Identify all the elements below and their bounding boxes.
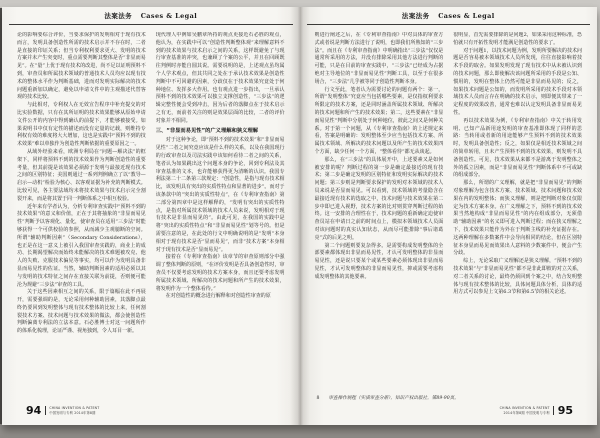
journal-name-en: CHINA INVENTION & PATENT [499,406,550,411]
left-page-header [2,12,300,21]
paragraph: 那么，在“三步法”的具体展开中，上述要素又是如何被安排的呢？判断过程的第一步是确定最接近的现有技术；第二步是确定发明的区别特征和发明实际解决的技术问题；第三步则是判断要求保护的发明对本领域的技术人员来说是否显而易见。可以看到，技术领域的考量隐含在最接近现有技术的选取之中，技术问题与技术效果在第二步中即已进入视野，技术方案的比对则贯穿判断过程的始终。这一安排的合理性在于，技术问题的重新确定迫使审查员站在申请日之前的时间点上，模拟本领域技术人员面对该问题时的真实认知状态，从而尽可能排除“事后诸葛亮”式的后见之明。 [314,156,444,241]
paragraph: 综上，无论采取广义理解还是狭义理解，“预料不到的技术效果”与“非显而易见性”都不是非此即彼的对立关系，对二者关系的讨论，最终仍须回到个案之中，结合发明整体与现有技术整体的比较，具体问题具体分析，具体的适用方式可以参见上文第6.3节和第6.5节的相关论述。 [453,258,582,296]
left-page-columns [17,32,285,395]
header-rule [9,24,293,25]
section-label-cn: 法案法务 [401,12,430,20]
section-label-en: Cases & Legal [438,12,495,20]
left-page [2,7,300,425]
paragraph: 对于这种争论，即“预料不到的技术效果”和“非显而易见性”二者之间究竟应该是什么样的关系，以及在我国现行的行政审查以及司法实践中该如何看待二者之间的关系，笔者认为如果跳出这个问题本身的争论，回到专利法及其审查基准的文本，也许能够获得更为清晰的认识。我国专利法第二十二条第三款规定：“创造性，是指与现有技术相比，该发明具有突出的实质性特点和显著的进步”。而对于该条款中的“突出的实质性特点”，在《专利审查指南》第二部分第四章中是这样解释的，“发明有突出的实质性特点，是指对所属技术领域的技术人员来说，发明相对于现有技术是非显而易见的”。由此可见，在我国的实践中是将“突出的实质性特点”和“非显而易见性”划等号的。但是需要注意的是，在此处的行文中明确说明的是“发明”本身相对于现有技术是否“显而易见”，而非“技术方案”本身相对于现有技术是否“显而易见”。 [155,137,285,253]
footnote-marker: 8 [316,396,320,401]
page-number: 94 [26,404,42,417]
section-label-cn: 法案法务 [104,12,133,20]
journal-issue: 2014年第8期 [503,410,525,415]
journal-issue: 2014年第8期 [74,410,96,415]
paragraph: 很明显，首先需要排除的是问题2，如果采用这种标准，恐怕就只有开拓性发明才能满足创造性的要求了。 [453,32,582,46]
right-page-column-2 [453,32,582,395]
section-heading: 三、“非显而易见性”的广义理解和狭义理解 [155,128,259,135]
left-page-footer [26,405,99,416]
page-number: 95 [557,404,573,417]
journal-name-cn: 中国发明与专利 [49,410,74,415]
paragraph: 在对创造性的概念进行解释和对创造性审查的原 [165,293,271,300]
paragraph: 第二个问题则要复杂得多。是需要构成发明整体的全部要素都体现出非显而易见性，才认可发明整体的非显而易见性，还是说只要某个或某些要素必须体现出非显而易见性，才认可发明整体的非显而易见性，抑或需要考虑构成发明整体的其他要素。 [314,242,444,280]
footer-divider [45,406,46,415]
paragraph: 则进行阐述之后，在《专利审查指南》中对具体的审查方式或者说是判断方法进行了说明，也即我们所熟知的“三步法”。而且在《专利审查指南》中明确指出“三步法”仅仅是通常所采用的方法，并没有排除采用其他方法进行判断的可能，只是在目前的审查实践中，“三步法”已经成为占据绝对主导地位的“非显而易见性”判断工具，以至于在很多场合，“三步法”几乎被等同于创造性判断本身。 [314,32,444,85]
paragraph: 对于问题1，以技术问题为例，发明所要解决的技术问题是否容易被本领域技术人员所发现，往往直接影响着技术手段的取舍。如果发明发现了现有技术中从未被认识到的技术问题，那么即使解决该问题所采用的手段是公知、惯用的，发明在整体上仍然可能是非显而易见的；反之，如果技术问题是公知的，而发明所采用的技术手段对本领域技术人员而言存在明确的技术启示，则即便其带来了一定程度的效果改善，通常也难以认定发明具备非显而易见性。 [453,47,582,116]
right-page-column-1 [315,32,444,395]
right-page-footer [500,405,573,416]
journal-imprint [49,406,99,414]
left-page-column-2 [156,32,285,395]
paragraph: 论的影响要综合评价，当要求保护的发明相对于现有技术而言，发明具备创造性所需的技术启示并不存在时，二者是直接的印证关系；但当专利权利要求更大、发明的技术方案并未产生突变时，重点需要判断其整体是否“非显而易见”。在“量”上优于现有技术的改进，尚不足以证明预料不到，审查员和所属技术领域的普通技术人员均应以现有技术的整体水平作为判断基础，进而对发明实际解决的技术问题重新加以确定，避免以申请文件中的主观描述代替客观的技术比较。 [17,32,146,101]
paragraph: 从域外经验来看，欧洲专利局在“问题—解决法”的框架下，同样将预料不到的技术效果作为判断创造性的重要考量，但其前提是该效果必须源于发明与最接近现有技术之间的区别特征；美国则通过一系列判例确立了以“教导—启示—动机”检验为核心、以客观证据为补充的判断模式。比较可见，各主要法域均未将技术效果与技术启示完全割裂开来，而是将其置于同一判断体系之中相互校验。 [17,148,146,202]
paragraph: 再以技术效果为例，《专利审查指南》中关于转用发明、已知产品新用途发明的审查基准即体现了同样的思路：当转用或者新的用途能够产生预料不到的技术效果时，发明具备创造性；反之，如果仅是相近技术领域之间的简单转用，且未产生预料不到的技术效果，则发明不具备创造性。可见，技术效果从来都不是游离于发明整体之外的孤立因素，而是“非显而易见性”判断体系中不可或缺的组成部分。 [453,117,582,179]
right-page [300,7,598,425]
paragraph: 近年来有学者认为，分析专利审查实践中“预料不到的技术效果”的意义和价值，正在于其将抽象的“非显而易见性”判断予以客观化、量化，使审查员在适用“三步法”时能够获得一个可供校验的参照，从而减少主观臆断的空间。所谓“辅助判断因素”（Secondary Considerations），也正是在这一意义上被引入我国审查实践的，商业上的成功、长期渴望解决而始终未能解决的技术难题被攻克、他人的失败、克服技术偏见等事实，均可以作为发明具备非显而易见性的佐证。当然，辅助判断因素的适用必须以其与发明的技术特征之间存在直接关联为前提，否则便可能沦为规避“三步法”审查的工具。 [17,203,146,288]
section-label-en: Cases & Legal [140,12,198,20]
paragraph: 现代理人中例如吴鹏章所持的观点更接近石必胜的观点，他认为，在实践中可以“创造性判断整体观”来理解意料不到的技术效果与技术启示之间的关系，这样既避免了与现行审查基准的冲突，也兼顾了个案的公平，并且在回顾既往判例时亦能自圆其说。需要说明的是，上述观点虽均属个人学术观点，但其共同之处在于承认技术效果是创造性判断中不可回避的因素，分歧仅在于技术效果究竟处于何种地位、发挥多大作用。也有观点进一步指出，一旦承认预料不到的技术效果可以独立支撑创造性，“三步法”的逻辑完整性便会受到冲击，因为后者的落脚点在于技术启示之有无，而前者关注的则是效果层面的比较，二者的评价对象并不相同。 [155,32,285,124]
paragraph: 关于这些因素相互之间的关系，限于篇幅在此不再展开，需要强调的是，无论采用何种辅助因素，其落脚点最终仍要回到发明整体与现有技术整体的比较上来，任何割裂技术方案、技术问题与技术效果的做法，都会使创造性判断偏离专利法的立法本意。石必胜博士对这一问题所作的体系化梳理，论证严谨、视角独到，令人耳目一新。 [17,289,146,335]
journal-imprint [500,406,550,414]
right-page-header [300,12,598,21]
left-page-column-1 [17,32,146,395]
footnote-text: 审查操作规程（实质审查分册），知识产权出版社，第89-90页。 [328,396,459,401]
paragraph: 那么，所谓的广义理解，就是把“非显而易见”的判断对象理解为包含技术方案、技术领域、技术问题和技术效果在内的发明整体；而狭义理解，则是把判断对象仅仅限定为技术方案本身。在广义理解之下，预料不到的技术效果当然地构成“非显而易见性”的内在组成部分，无须借助“辅助因素”的名义即可进入判断过程；而在狭义理解之下，技术效果只能作为外在于判断主线的补充证据存在。这两种理解在多数案件中会导向相同的结论，但在区别特征本身显而易见而效果出人意料的少数案件中，便会产生分歧。 [453,180,582,257]
journal-name-cn: 中国发明与专利 [525,410,550,415]
footnote [317,396,528,402]
journal-name-en: CHINA INVENTION & PATENT [49,406,100,411]
header-rule [307,24,591,25]
footer-divider [553,406,554,415]
right-page-columns [315,32,583,395]
magazine-spread [2,7,597,425]
paragraph: 接着在《专利审查指南》该章节的审查原则部分中强调了整体判断的原则，“在评价发明是否具备创造性时，审查员不仅要考虑发明的技术方案本身，而且还要考虑发明所属技术领域、所解决的技术问题和所产生的技术效果，将发明作为一个整体看待。” [155,254,285,292]
paragraph: 行文至此，笔者认为需要讨论的问题有两个：第一，所谓“发明整体”究竟应当包括哪些要素，是仅指权利要求所限定的技术方案，还是同时涵盖所属技术领域、所解决的技术问题和所产生的技术效果；第二，这些要素在“非显而易见性”判断中分别处于何种地位，彼此之间又是何种关系。对于第一个问题，从《专利审查指南》的上述规定来看，答案是明确的：发明整体至少应当包括技术方案、所属技术领域、所解决的技术问题以及所产生的技术效果四个方面，缺少任何一个方面，“整体看待”都无从谈起。 [314,86,444,155]
paragraph: 与此相对，专利权人在无效宣告程序中补充提交的对比实验数据，只有在其所证明的技术效果能够从原始申请文件公开的内容中得到确认的前提下，才能够被接受。如果说明书中仅有定性的描述而没有定量的记载，则维持专利权有效的难度将大大增加，这也是实践中“预料不到的技术效果”难以单独作为创造性判断依据的重要原因之一。 [17,102,146,148]
